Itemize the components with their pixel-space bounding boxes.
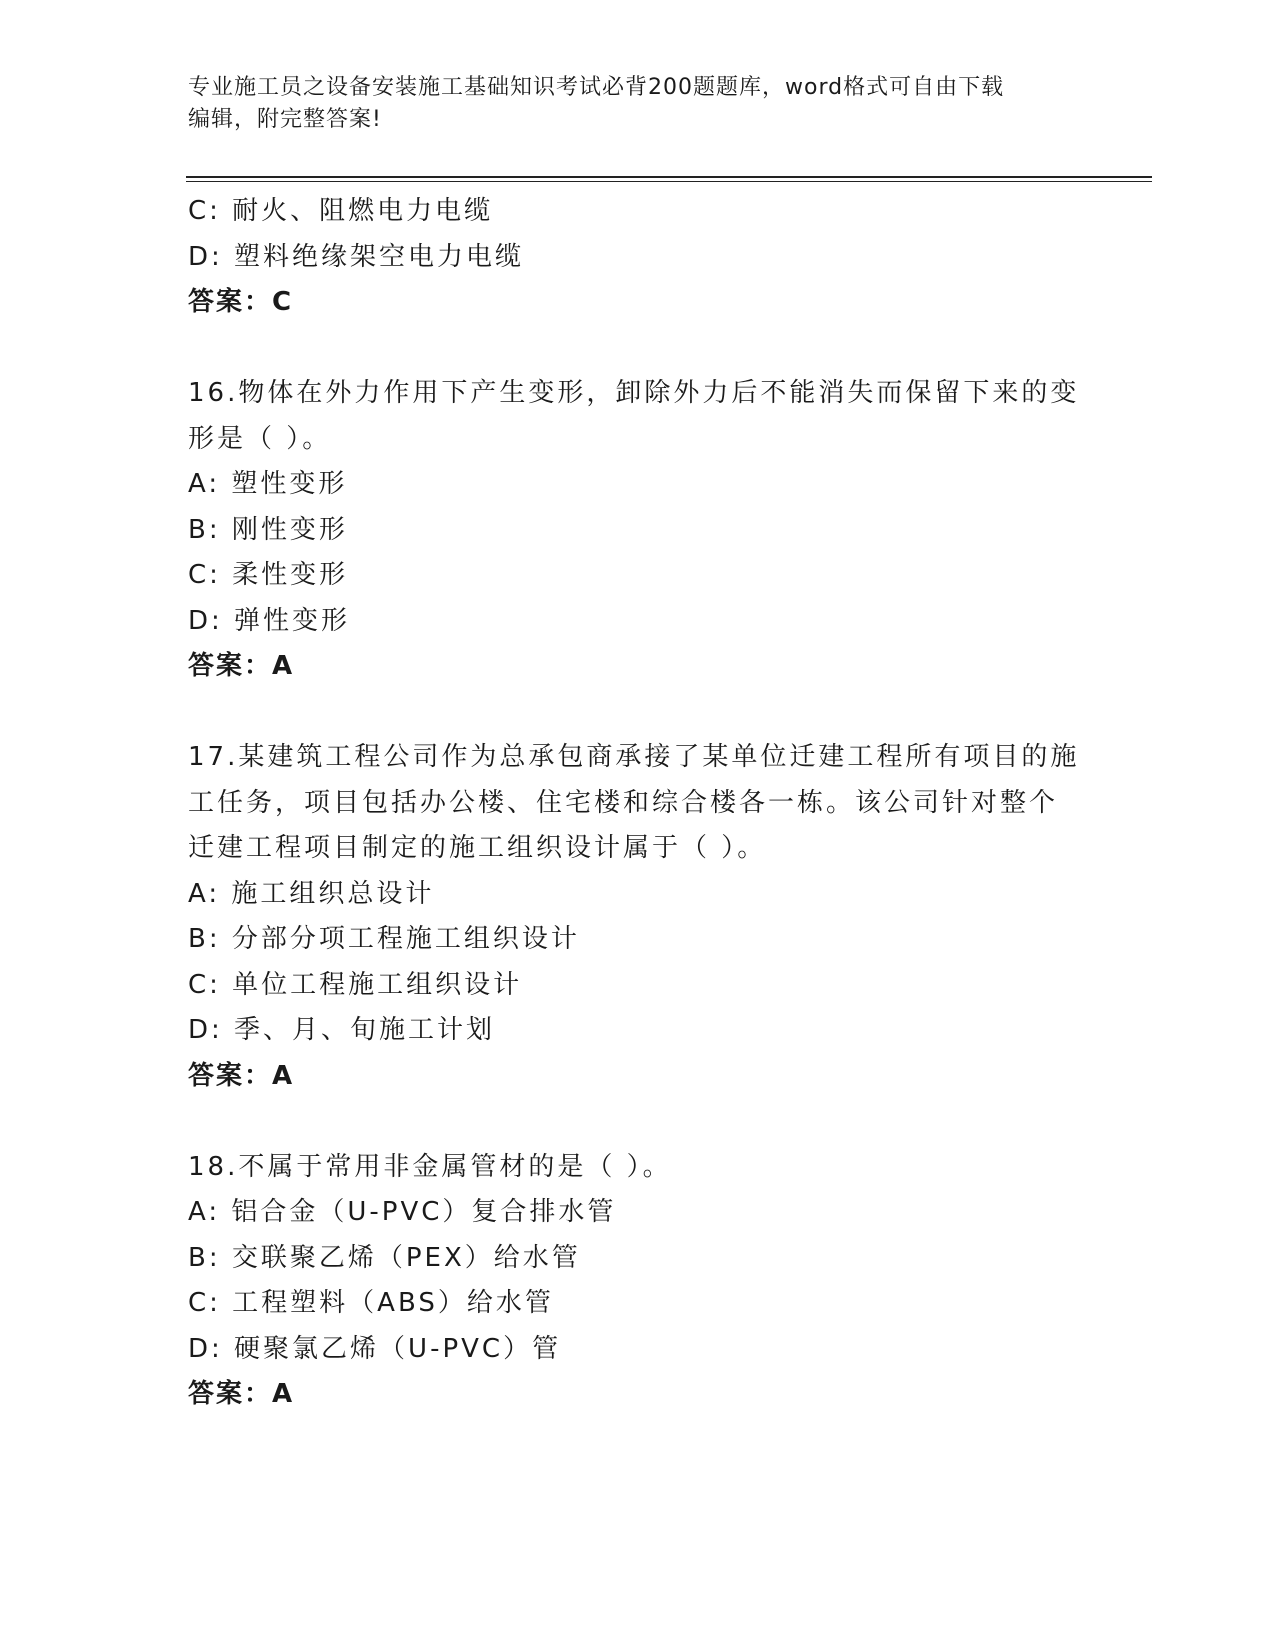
option-c: C: 单位工程施工组织设计	[188, 969, 523, 1000]
question-text: 17.某建筑工程公司作为总承包商承接了某单位迁建工程所有项目的施	[188, 742, 1080, 772]
spacer	[188, 690, 1088, 736]
header-divider-thick	[186, 176, 1152, 178]
answer-line: 答案：C	[188, 287, 294, 317]
option-c: C: 工程塑料（ABS）给水管	[188, 1288, 554, 1318]
option-d: D: 季、月、旬施工计划	[188, 1015, 496, 1045]
header-line-2: 编辑，附完整答案!	[188, 107, 382, 132]
option-b: B: 交联聚乙烯（PEX）给水管	[188, 1242, 581, 1273]
question-text: 迁建工程项目制定的施工组织设计属于（ ）。	[188, 833, 767, 863]
header-divider-thin	[186, 181, 1152, 182]
question-text: 18.不属于常用非金属管材的是（ ）。	[188, 1151, 672, 1182]
question-text: 形是（ ）。	[188, 423, 332, 454]
answer-line: 答案：A	[188, 1060, 295, 1091]
option-a: A: 施工组织总设计	[188, 878, 435, 909]
option-b: B: 刚性变形	[188, 514, 348, 545]
option-c: C: 耐火、阻燃电力电缆	[188, 196, 494, 226]
option-b: B: 分部分项工程施工组织设计	[188, 924, 580, 954]
question-text: 工任务，项目包括办公楼、住宅楼和综合楼各一栋。该公司针对整个	[188, 787, 1059, 818]
header-line-1: 专业施工员之设备安装施工基础知识考试必背200题题库，word格式可自由下载	[188, 75, 1005, 100]
question-18	[188, 1145, 1088, 1418]
spacer	[188, 326, 1088, 372]
spacer	[188, 1099, 1088, 1145]
answer-line: 答案：A	[188, 651, 295, 681]
question-text: 16.物体在外力作用下产生变形，卸除外力后不能消失而保留下来的变	[188, 378, 1080, 408]
document-body	[188, 189, 1088, 1418]
option-c: C: 柔性变形	[188, 560, 349, 590]
question-17	[188, 735, 1088, 1099]
page-header	[188, 72, 1068, 136]
question-16	[188, 371, 1088, 690]
option-a: A: 铝合金（U-PVC）复合排水管	[188, 1197, 617, 1227]
option-d: D: 塑料绝缘架空电力电缆	[188, 241, 525, 272]
answer-line: 答案：A	[188, 1379, 295, 1409]
option-a: A: 塑性变形	[188, 469, 348, 499]
option-d: D: 弹性变形	[188, 605, 351, 636]
option-d: D: 硬聚氯乙烯（U-PVC）管	[188, 1333, 562, 1364]
